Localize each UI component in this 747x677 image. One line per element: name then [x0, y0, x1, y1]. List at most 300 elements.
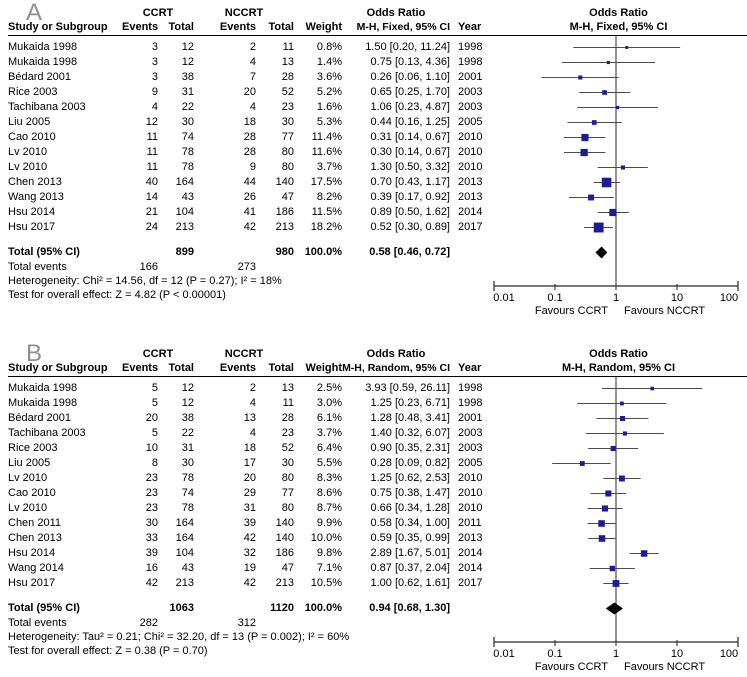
study-name: Chen 2011: [8, 517, 62, 529]
year: 2013: [458, 191, 483, 203]
study-name: Chen 2013: [8, 176, 62, 188]
year: 2005: [458, 457, 483, 469]
events-nccrt: 4: [249, 101, 256, 113]
effect-marker: [609, 209, 616, 216]
total-events1: 166: [139, 261, 158, 273]
study-row: [8, 426, 490, 441]
total-ccrt: 12: [181, 56, 194, 68]
total-ccrt: 104: [175, 547, 194, 559]
total-ccrt: 30: [181, 457, 194, 469]
study-ci-row: [602, 387, 702, 391]
study-name: Mukaida 1998: [8, 56, 78, 68]
weight: 3.6%: [316, 71, 342, 83]
year: 2005: [458, 116, 483, 128]
total-nccrt: 140: [275, 532, 294, 544]
method-col-header: M-H, Random, 95% CI: [342, 362, 450, 374]
total-row: [8, 245, 490, 260]
or-ci-text: 0.66 [0.34, 1.28]: [370, 502, 450, 514]
year: 1998: [458, 382, 483, 394]
study-row: [8, 441, 490, 456]
year: 2010: [458, 487, 483, 499]
study-ci-row: [598, 209, 629, 216]
total-ccrt: 78: [181, 472, 194, 484]
effect-marker: [602, 178, 612, 188]
study-row: [8, 531, 490, 546]
events-nccrt: 18: [243, 442, 256, 454]
axis-tick-label: 0.1: [547, 648, 563, 660]
study-row: [8, 115, 490, 130]
plot-title: [490, 341, 747, 377]
study-ci-row: [590, 490, 626, 496]
study-row: [8, 546, 490, 561]
or-ci-text: 1.25 [0.23, 6.71]: [370, 397, 450, 409]
plot-effect-title: Odds Ratio: [589, 7, 648, 19]
events-nccrt: 2: [249, 41, 256, 53]
total-events1: 282: [139, 617, 158, 629]
table-header: [8, 341, 490, 377]
year: 2003: [458, 427, 483, 439]
total-nccrt: 11: [282, 41, 294, 53]
weight: 7.1%: [316, 562, 342, 574]
weight: 5.3%: [316, 116, 342, 128]
weight: 10.0%: [310, 532, 342, 544]
method-col-header: M-H, Fixed, 95% CI: [356, 21, 450, 33]
study-name: Rice 2003: [8, 86, 58, 98]
study-col-header: Study or Subgroup: [8, 21, 108, 33]
total-nccrt: 30: [281, 116, 294, 128]
study-row: [8, 205, 490, 220]
events-ccrt: 3: [151, 41, 158, 53]
events-ccrt: 23: [145, 502, 158, 514]
total-ccrt: 74: [181, 487, 194, 499]
study-name: Hsu 2017: [8, 577, 56, 589]
group1-header: CCRT: [142, 348, 174, 360]
or-ci-text: 0.87 [0.37, 2.04]: [370, 562, 450, 574]
plot-title: [490, 0, 747, 36]
events-nccrt: 32: [243, 547, 256, 559]
total-nccrt: 47: [281, 191, 294, 203]
total-nccrt: 186: [275, 547, 294, 559]
total-nccrt: 80: [281, 146, 294, 158]
study-row: [8, 40, 490, 55]
weight: 17.5%: [310, 176, 342, 188]
total-row: [8, 601, 490, 616]
events-nccrt: 20: [243, 86, 256, 98]
year: 2003: [458, 442, 483, 454]
or-ci-text: 0.44 [0.16, 1.25]: [370, 116, 450, 128]
events-ccrt: 20: [145, 412, 158, 424]
weight: 5.5%: [316, 457, 342, 469]
effect-marker: [611, 446, 616, 451]
year: 2013: [458, 532, 483, 544]
total-ccrt: 164: [175, 517, 194, 529]
study-name: Liu 2005: [8, 116, 51, 128]
total-ccrt: 12: [181, 382, 194, 394]
total-or-ci: 0.94 [0.68, 1.30]: [369, 602, 450, 614]
events2-col-header: Events: [219, 21, 256, 33]
or-ci-text: 1.30 [0.50, 3.32]: [370, 161, 450, 173]
weight: 11.4%: [311, 131, 342, 143]
total-events-row: [8, 616, 490, 630]
total-ccrt: 104: [175, 206, 194, 218]
spacer: [294, 6, 342, 20]
heterogeneity-text: Heterogeneity: Chi² = 14.56, df = 12 (P = 0.27); I² = 18%: [8, 275, 282, 287]
total-ccrt: 30: [181, 116, 194, 128]
events-nccrt: 44: [243, 176, 256, 188]
total-weight: 100.0%: [304, 602, 342, 614]
events-ccrt: 23: [145, 487, 158, 499]
spacer: [122, 245, 158, 260]
total1-col-header: Total: [168, 21, 194, 33]
or-ci-text: 0.30 [0.14, 0.67]: [370, 146, 450, 158]
study-ci-row: [587, 505, 622, 511]
study-ci-row: [569, 195, 614, 201]
effect-marker: [588, 195, 594, 201]
spacer: [194, 601, 256, 616]
spacer: [450, 245, 490, 260]
total2-col-header: Total: [268, 21, 294, 33]
effect-marker: [625, 46, 628, 49]
study-name: Lv 2010: [8, 146, 48, 158]
total-nccrt: 140: [275, 517, 294, 529]
effect-marker: [602, 90, 607, 95]
effect-marker: [581, 134, 588, 141]
study-row: [8, 70, 490, 85]
events-ccrt: 11: [146, 146, 158, 158]
events-nccrt: 31: [243, 502, 256, 514]
events-ccrt: 33: [145, 532, 158, 544]
axis-tick-label: 1: [612, 648, 620, 660]
or-ci-text: 0.75 [0.13, 4.36]: [370, 56, 450, 68]
total-ccrt: 43: [181, 191, 194, 203]
study-ci-row: [564, 149, 605, 156]
events-ccrt: 42: [145, 577, 158, 589]
or-ci-text: 0.28 [0.09, 0.82]: [370, 457, 450, 469]
effect-marker: [592, 120, 597, 125]
or-ci-text: 0.52 [0.30, 0.89]: [370, 221, 450, 233]
total2-col-header: Total: [268, 362, 294, 374]
study-rows: [8, 381, 490, 591]
events-nccrt: 4: [249, 427, 256, 439]
events2-col-header: Events: [219, 362, 256, 374]
total-nccrt: 213: [275, 577, 294, 589]
summary-diamond: [606, 603, 623, 615]
or-ci-text: 2.89 [1.67, 5.01]: [370, 547, 450, 559]
panel-a-label: A: [26, 0, 43, 26]
study-ci-row: [630, 550, 659, 557]
events-nccrt: 28: [243, 131, 256, 143]
or-ci-text: 0.65 [0.25, 1.70]: [370, 86, 450, 98]
spacer: [450, 347, 490, 361]
spacer: [450, 6, 490, 20]
study-name: Lv 2010: [8, 161, 48, 173]
events-nccrt: 4: [249, 397, 256, 409]
total-ccrt: 12: [181, 397, 194, 409]
study-name: Liu 2005: [8, 457, 51, 469]
total-nccrt: 28: [281, 412, 294, 424]
or-ci-text: 0.58 [0.34, 1.00]: [370, 517, 450, 529]
study-row: [8, 486, 490, 501]
events-nccrt: 28: [243, 146, 256, 158]
total-nccrt: 80: [281, 472, 294, 484]
study-name: Tachibana 2003: [8, 101, 86, 113]
study-row: [8, 411, 490, 426]
total-ccrt: 74: [181, 131, 194, 143]
year: 2010: [458, 502, 483, 514]
events-nccrt: 26: [243, 191, 256, 203]
group1-header: CCRT: [142, 7, 174, 19]
total-nccrt: 23: [281, 101, 294, 113]
events-ccrt: 3: [151, 56, 158, 68]
year: 1998: [458, 397, 483, 409]
or-ci-text: 0.90 [0.35, 2.31]: [370, 442, 450, 454]
total-ccrt: 31: [181, 86, 194, 98]
total-nccrt: 30: [281, 457, 294, 469]
study-row: [8, 85, 490, 100]
total-ccrt: 78: [181, 161, 194, 173]
total-nccrt: 186: [275, 206, 294, 218]
spacer: [158, 260, 194, 274]
panel-a-plot-area: [490, 0, 747, 317]
study-col-header: Study or Subgroup: [8, 362, 108, 374]
axis-tick-label: 1: [612, 292, 620, 304]
events-nccrt: 42: [243, 532, 256, 544]
effect-marker: [620, 402, 624, 406]
events-ccrt: 5: [151, 427, 158, 439]
study-name: Mukaida 1998: [8, 397, 78, 409]
events-nccrt: 42: [243, 577, 256, 589]
study-ci-row: [588, 446, 638, 451]
study-ci-row: [603, 580, 628, 587]
study-ci-row: [564, 134, 605, 141]
year-col-header: Year: [458, 362, 482, 374]
events-nccrt: 7: [249, 71, 256, 83]
effect-marker: [616, 106, 619, 109]
overall-effect-text: Test for overall effect: Z = 4.82 (P < 0.00001): [8, 289, 226, 301]
events-nccrt: 18: [243, 116, 256, 128]
study-ci-row: [567, 120, 621, 125]
events-ccrt: 14: [145, 191, 158, 203]
axis-tick-label: 0.1: [547, 292, 563, 304]
events-ccrt: 11: [146, 161, 158, 173]
year: 2014: [458, 562, 483, 574]
weight: 8.2%: [316, 191, 342, 203]
events-ccrt: 5: [151, 397, 158, 409]
study-name: Wang 2014: [8, 562, 64, 574]
effect-marker: [607, 61, 610, 64]
weight: 1.6%: [316, 101, 342, 113]
total-nccrt: 28: [281, 71, 294, 83]
total-nccrt: 77: [281, 131, 294, 143]
events-ccrt: 5: [151, 382, 158, 394]
total-nccrt: 80: [281, 161, 294, 173]
study-ci-row: [541, 75, 618, 79]
events1-col-header: Events: [122, 362, 159, 374]
study-rows: [8, 40, 490, 235]
study-name: Mukaida 1998: [8, 382, 78, 394]
weight: 18.2%: [310, 221, 342, 233]
total-nccrt: 80: [281, 502, 294, 514]
or-ci-text: 1.06 [0.23, 4.87]: [370, 101, 450, 113]
study-ci-row: [597, 416, 649, 421]
effect-marker: [599, 535, 606, 542]
favours-right-label: Favours NCCRT: [624, 305, 706, 317]
study-ci-row: [584, 223, 613, 233]
or-ci-text: 1.00 [0.62, 1.61]: [370, 577, 450, 589]
study-row: [8, 576, 490, 591]
weight: 11.6%: [311, 146, 342, 158]
events-ccrt: 9: [151, 86, 158, 98]
or-ci-text: 0.39 [0.17, 0.92]: [370, 191, 450, 203]
or-ci-text: 1.40 [0.32, 6.07]: [370, 427, 450, 439]
year: 2014: [458, 206, 483, 218]
year: 2010: [458, 131, 483, 143]
effect-marker: [598, 520, 605, 527]
weight: 1.4%: [316, 56, 342, 68]
or-ci-text: 0.59 [0.35, 0.99]: [370, 532, 450, 544]
spacer: [450, 601, 490, 616]
study-ci-row: [588, 535, 616, 542]
study-ci-row: [586, 431, 664, 435]
events-ccrt: 24: [145, 221, 158, 233]
study-ci-row: [573, 46, 680, 49]
panel-b-label: B: [26, 340, 43, 367]
heterogeneity-text: Heterogeneity: Tau² = 0.21; Chi² = 32.20, df = 13 (P = 0.002); I² = 60%: [8, 631, 350, 643]
total1-value: 1063: [169, 602, 194, 614]
events-nccrt: 39: [243, 517, 256, 529]
panel-a-table: [0, 0, 490, 302]
events-nccrt: 19: [243, 562, 256, 574]
study-name: Cao 2010: [8, 487, 56, 499]
total-or-ci: 0.58 [0.46, 0.72]: [369, 246, 450, 258]
total-ccrt: 164: [175, 532, 194, 544]
panel-b-plot-area: [490, 341, 747, 673]
study-row: [8, 396, 490, 411]
effect-marker: [580, 461, 585, 466]
weight: 8.7%: [316, 502, 342, 514]
total-label: Total (95% CI): [8, 246, 80, 258]
year: 2010: [458, 146, 483, 158]
study-ci-row: [603, 476, 640, 482]
events-nccrt: 2: [249, 382, 256, 394]
effect-marker: [619, 476, 625, 482]
total-nccrt: 52: [281, 442, 294, 454]
events-nccrt: 4: [249, 56, 256, 68]
favours-right-label: Favours NCCRT: [624, 661, 706, 673]
study-row: [8, 456, 490, 471]
total-ccrt: 164: [175, 176, 194, 188]
study-row: [8, 100, 490, 115]
or-ci-text: 3.93 [0.59, 26.11]: [365, 382, 450, 394]
total1-col-header: Total: [168, 362, 194, 374]
total-events-label: Total events: [8, 617, 67, 629]
total-ccrt: 43: [181, 562, 194, 574]
study-row: [8, 220, 490, 235]
study-name: Hsu 2014: [8, 547, 56, 559]
year: 2001: [458, 412, 483, 424]
effect-marker: [580, 149, 587, 156]
total2-value: 980: [275, 246, 294, 258]
panel-b: [0, 341, 747, 677]
study-name: Bédard 2001: [8, 412, 71, 424]
year-col-header: Year: [458, 21, 482, 33]
total2-value: 1120: [270, 602, 294, 614]
axis-tick-label: 100: [719, 292, 739, 304]
favours-left-label: Favours CCRT: [534, 661, 608, 673]
overall-effect-text: Test for overall effect: Z = 0.38 (P = 0.70): [8, 645, 208, 657]
x-axis: [493, 281, 738, 304]
study-ci-row: [577, 106, 658, 109]
table-header: [8, 0, 490, 36]
events-nccrt: 9: [249, 161, 256, 173]
total-nccrt: 140: [275, 176, 294, 188]
study-ci-row: [590, 566, 635, 571]
events1-col-header: Events: [122, 21, 159, 33]
total-nccrt: 23: [281, 427, 294, 439]
group2-header: NCCRT: [224, 7, 264, 19]
weight: 2.5%: [316, 382, 342, 394]
total-weight: 100.0%: [304, 246, 342, 258]
events-nccrt: 13: [243, 412, 256, 424]
weight: 10.5%: [310, 577, 342, 589]
effect-marker: [623, 431, 627, 435]
study-row: [8, 130, 490, 145]
weight-col-header: Weight: [305, 362, 342, 374]
effect-marker: [613, 580, 620, 587]
weight: 3.7%: [316, 161, 342, 173]
weight: 5.2%: [316, 86, 342, 98]
study-name: Wang 2013: [8, 191, 64, 203]
study-row: [8, 175, 490, 190]
study-ci-row: [579, 90, 630, 95]
total-events-label: Total events: [8, 261, 67, 273]
summary-diamond: [595, 247, 607, 259]
study-name: Hsu 2017: [8, 221, 56, 233]
year: 2001: [458, 71, 483, 83]
or-ci-text: 0.75 [0.38, 1.47]: [370, 487, 450, 499]
or-ci-text: 0.26 [0.06, 1.10]: [370, 71, 450, 83]
events-nccrt: 17: [243, 457, 256, 469]
effect-marker: [605, 490, 611, 496]
events-nccrt: 29: [243, 487, 256, 499]
effect-marker: [610, 566, 615, 571]
group2-header: NCCRT: [224, 348, 264, 360]
events-ccrt: 11: [146, 131, 158, 143]
total-ccrt: 78: [181, 146, 194, 158]
spacer: [122, 601, 158, 616]
total-ccrt: 213: [175, 221, 194, 233]
effect-marker: [650, 387, 654, 391]
study-row: [8, 55, 490, 70]
or-ci-text: 1.28 [0.48, 3.41]: [370, 412, 450, 424]
year: 2014: [458, 547, 483, 559]
effect-title: Odds Ratio: [366, 7, 426, 19]
weight: 11.5%: [311, 206, 342, 218]
events-nccrt: 20: [243, 472, 256, 484]
spacer: [194, 245, 256, 260]
events-ccrt: 30: [145, 517, 158, 529]
events-ccrt: 39: [145, 547, 158, 559]
axis-tick-label: 0.01: [493, 292, 515, 304]
study-ci-row: [552, 461, 611, 466]
effect-marker: [594, 223, 604, 233]
effect-marker: [641, 550, 648, 557]
study-name: Chen 2013: [8, 532, 62, 544]
year: 2010: [458, 472, 483, 484]
total-nccrt: 77: [281, 487, 294, 499]
total-ccrt: 38: [181, 71, 194, 83]
weight: 8.3%: [316, 472, 342, 484]
